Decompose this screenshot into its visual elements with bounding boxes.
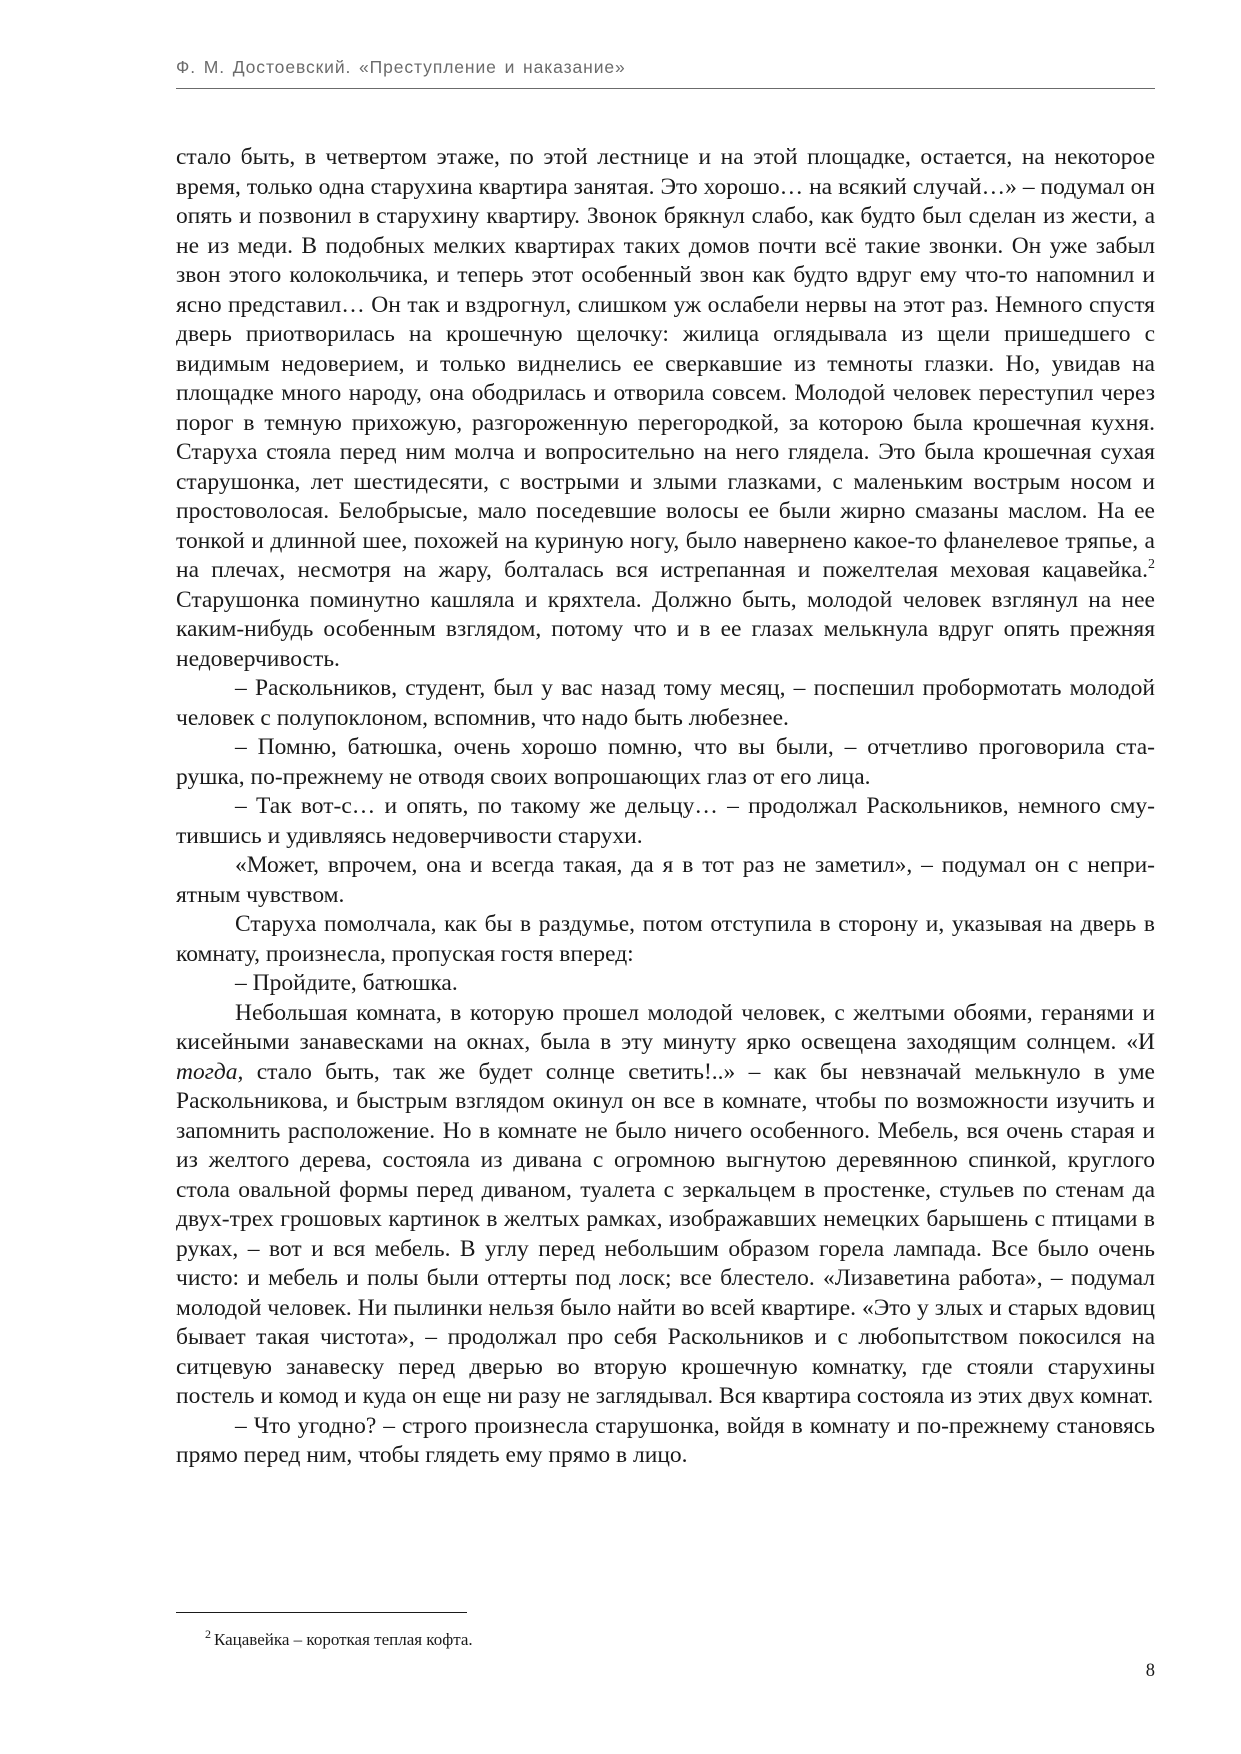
footnote xyxy=(205,1627,473,1650)
header-rule xyxy=(176,88,1155,89)
paragraph: – Что угодно? – строго произнесла старушонка, войдя в комнату и по-прежнему становясь прямо перед ним, чтобы глядеть ему прямо в лицо. xyxy=(176,1412,1155,1468)
main-text xyxy=(176,143,1155,1471)
text-run: Небольшая комната, в которую прошел молодой человек, с желтыми обоями, геранями и кисейными занавесками на окнах, была в эту минуту ярко освещена заходящим солнцем. «И xyxy=(176,999,1155,1055)
paragraph: – Помню, батюшка, очень хорошо помню, что вы были, – отчетливо проговорила старушка, по-прежнему не отводя своих вопрошающих глаз от его лица. xyxy=(176,734,1155,790)
footnote-separator xyxy=(176,1612,467,1613)
paragraph: «Может, впрочем, она и всегда такая, да я в тот раз не заметил», – подумал он с неприятным чувством. xyxy=(176,852,1155,908)
footnote-reference[interactable]: 2 xyxy=(1148,557,1155,573)
page-number: 8 xyxy=(1145,1661,1155,1681)
paragraph: – Раскольников, студент, был у вас назад тому месяц, – поспешил пробормотать молодой человек с полупоклоном, вспомнив, что надо быть любезнее. xyxy=(176,675,1155,731)
running-header: Ф. М. Достоевский. «Преступление и наказание» xyxy=(176,57,626,77)
paragraph xyxy=(176,143,1155,674)
text-run: Старушонка поминутно кашляла и кряхтела. Должно быть, молодой человек взглянул на нее каким-нибудь особенным взглядом, потому что и в ее глазах мелькнула вдруг опять прежняя недоверчивость. xyxy=(176,586,1155,672)
text-run: стало быть, в четвертом этаже, по этой лестнице и на этой площадке, остается, на некоторое время, только одна старухина квартира занятая. Это хорошо… на всякий случай…» – подумал он опять и позвонил в старухину квартиру. Звонок брякнул слабо, как будто был сделан из жести, а не из меди. В подобных мелких квартирах таких домов почти всё такие звонки. Он уже забыл звон этого колокольчика, и теперь этот особенный звон как будто вдруг ему что-то напомнил и ясно представил… Он так и вздрогнул, слишком уж ослабели нервы на этот раз. Немного спустя дверь приотворилась на крошечную щелочку: жилица оглядывала из щели пришедшего с видимым недоверием, и только виднелись ее сверкавшие из темноты глазки. Но, увидав на площадке много народу, она ободрилась и отворила совсем. Молодой человек переступил через порог в темную прихожую, разгороженную перегородкой, за которою была крошечная кухня. Старуха стояла перед ним молча и вопросительно на него глядела. Это была крошечная сухая старушонка, лет шестидесяти, с вострыми и злыми глазками, с маленьким вострым носом и простоволосая. Белобрысые, мало поседевшие волосы ее были жирно смазаны маслом. На ее тонкой и длинной шее, похожей на куриную ногу, было навернено какое-то фланелевое тряпье, а на плечах, несмотря на жару, болталась вся истрепанная и пожелтелая меховая кацавейка. xyxy=(176,144,1155,583)
paragraph: – Так вот-с… и опять, по такому же дельцу… – продолжал Раскольников, немного смутившись и удивляясь недоверчивости старухи. xyxy=(176,793,1155,849)
italic-emphasis: тогда, xyxy=(176,1058,244,1085)
footnote-mark: 2 xyxy=(205,1627,211,1642)
footnote-text: Кацавейка – короткая теплая кофта. xyxy=(214,1630,473,1649)
paragraph xyxy=(176,999,1155,1412)
paragraph: Старуха помолчала, как бы в раздумье, потом отступила в сторону и, указывая на дверь в комнату, произнесла, пропуская гостя вперед: xyxy=(176,911,1155,967)
paragraph: – Пройдите, батюшка. xyxy=(235,970,458,996)
text-run: стало быть, так же будет солнце светить!..» – как бы невзначай мелькнуло в уме Раскольникова, и быстрым взглядом окинул он все в комнате, чтобы по возможности изучить и запомнить расположение. Но в комнате не было ничего особенного. Мебель, вся очень старая и из желтого дерева, состояла из дивана с огромною выгнутою деревянною спинкой, круглого стола овальной формы перед диваном, туалета с зеркальцем в простенке, стульев по стенам да двух-трех грошовых картинок в желтых рамках, изображавших немецких барышень с птицами в руках, – вот и вся мебель. В углу перед небольшим образом горела лампада. Все было очень чисто: и мебель и полы были оттерты под лоск; все блестело. «Лизаветина работа», – подумал молодой человек. Ни пылинки нельзя было найти во всей квартире. «Это у злых и старых вдовиц бывает такая чистота», – продолжал про себя Раскольников и с любопытством покосился на ситцевую занавеску перед дверью во вторую крошечную комнатку, где стояли старухины постель и комод и куда он еще ни разу не заглядывал. Вся квартира состояла из этих двух комнат. xyxy=(176,1058,1155,1409)
